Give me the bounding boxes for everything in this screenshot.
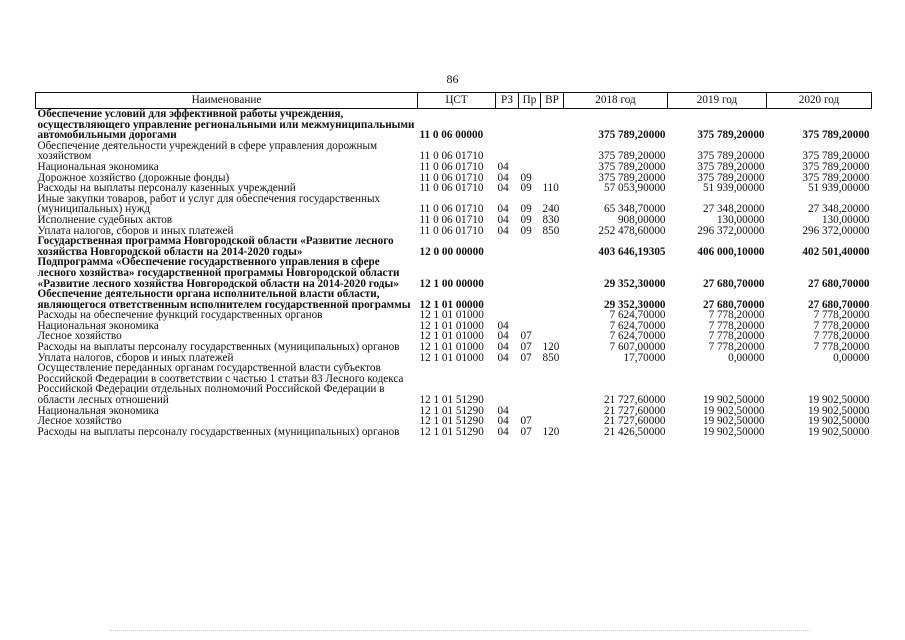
cell-y2019: 406 000,10000 — [697, 245, 765, 258]
cell-name: Обеспечение условий для эффективной работы учреждения, осуществляющего управление региональными или межмуниципальными автомобильными дорогами — [37, 108, 415, 141]
cell-name: Расходы на выплаты персоналу государственных (муниципальных) органов — [37, 426, 400, 438]
cell-vr: 240 — [542, 203, 560, 215]
cell-pr: 07 — [520, 426, 532, 438]
cell-y2019: 375 789,20000 — [697, 129, 765, 141]
cell-y2020: 7 778,20000 — [813, 320, 870, 332]
cell-name: Дорожное хозяйство (дорожные фонды) — [37, 172, 230, 184]
cell-cst: 12 1 01 01000 — [419, 331, 484, 343]
cell-pr: 09 — [520, 203, 532, 215]
cell-y2018: 21 727,60000 — [603, 405, 666, 417]
cell-rz: 04 — [497, 183, 509, 194]
cell-y2019: 7 778,20000 — [708, 310, 765, 321]
cell-pr — [519, 321, 541, 332]
cell-rz — [496, 289, 519, 310]
scan-noise — [110, 630, 810, 634]
cell-rz: 04 — [497, 214, 509, 226]
cell-vr — [541, 173, 564, 184]
cell-y2019: 27 680,70000 — [702, 277, 765, 290]
cell-y2019: 130,00000 — [716, 214, 765, 226]
cell-rz — [496, 363, 519, 405]
cell-name: Лесное хозяйство — [37, 416, 122, 427]
table-row — [36, 406, 872, 417]
cell-cst: 12 1 01 51290 — [419, 405, 484, 417]
cell-y2018: 403 646,19305 — [598, 245, 666, 258]
cell-vr: 850 — [542, 352, 560, 364]
cell-y2019: 375 789,20000 — [697, 150, 765, 162]
cell-y2018: 17,70000 — [623, 352, 666, 364]
cell-y2019: 27 348,20000 — [702, 203, 765, 215]
cell-cst: 11 0 06 01710 — [419, 225, 484, 237]
cell-rz — [496, 236, 519, 257]
cell-vr: 120 — [542, 426, 560, 438]
header-2020: 2020 год — [767, 93, 872, 109]
cell-rz: 04 — [497, 426, 509, 438]
header-cst: ЦСТ — [418, 93, 496, 109]
cell-pr — [519, 406, 541, 417]
table-row — [36, 141, 872, 162]
cell-pr: 07 — [520, 352, 532, 364]
cell-cst: 11 0 06 01710 — [419, 172, 484, 184]
cell-y2019: 27 680,70000 — [702, 298, 765, 311]
table-row — [36, 427, 872, 438]
cell-vr — [541, 236, 564, 257]
cell-pr: 09 — [520, 172, 532, 184]
budget-table — [35, 92, 872, 437]
cell-y2018: 29 352,30000 — [603, 277, 666, 290]
cell-pr — [519, 236, 541, 257]
cell-name: Уплата налогов, сборов и иных платежей — [37, 225, 234, 237]
table-row — [36, 342, 872, 353]
cell-name: Уплата налогов, сборов и иных платежей — [37, 352, 234, 364]
table-header-row — [36, 93, 872, 109]
cell-rz: 04 — [497, 342, 509, 353]
cell-cst: 12 1 01 01000 — [419, 352, 484, 364]
cell-pr — [519, 310, 541, 321]
cell-y2020: 0,00000 — [833, 352, 870, 364]
cell-pr: 09 — [520, 183, 532, 194]
cell-cst: 12 0 00 00000 — [419, 245, 484, 258]
cell-cst: 11 0 06 00000 — [419, 129, 484, 141]
cell-y2020: 27 680,70000 — [807, 298, 870, 311]
cell-cst: 12 1 01 01000 — [419, 310, 484, 321]
cell-y2019: 7 778,20000 — [708, 331, 765, 343]
cell-y2020: 19 902,50000 — [807, 416, 870, 427]
cell-rz: 04 — [497, 320, 509, 332]
cell-y2020: 19 902,50000 — [807, 394, 870, 406]
cell-y2020: 375 789,20000 — [802, 172, 870, 184]
table-row — [36, 215, 872, 226]
cell-y2018: 57 053,90000 — [603, 183, 666, 194]
cell-vr — [541, 321, 564, 332]
cell-y2018: 29 352,30000 — [603, 298, 666, 311]
cell-vr — [541, 331, 564, 342]
header-2019: 2019 год — [668, 93, 767, 109]
cell-name: Подпрограмма «Обеспечение государственного управления в сфере лесного хозяйства» государственной программы Новгородской области «Развитие лесного хозяйства Новгородской области на 2014-2020 годы» — [37, 257, 400, 290]
cell-cst: 11 0 06 01710 — [419, 183, 484, 194]
table-row — [36, 236, 872, 257]
table-row — [36, 183, 872, 194]
cell-rz: 04 — [497, 352, 509, 364]
cell-y2018: 7 624,70000 — [609, 331, 666, 343]
cell-cst: 11 0 06 01710 — [419, 161, 484, 173]
cell-rz — [496, 257, 519, 289]
table-row — [36, 363, 872, 405]
cell-name: Исполнение судебных актов — [37, 214, 173, 226]
cell-pr — [519, 257, 541, 289]
table-row — [36, 321, 872, 332]
cell-pr: 09 — [520, 214, 532, 226]
cell-y2018: 375 789,20000 — [598, 129, 666, 141]
cell-y2020: 7 778,20000 — [813, 342, 870, 353]
cell-y2018: 21 727,60000 — [603, 416, 666, 427]
table-row — [36, 310, 872, 321]
cell-name: Национальная экономика — [37, 320, 159, 332]
table-row — [36, 257, 872, 289]
cell-y2018: 375 789,20000 — [598, 172, 666, 184]
cell-vr — [541, 416, 564, 427]
cell-rz — [496, 141, 519, 162]
page-number: 86 — [446, 72, 459, 86]
cell-pr: 07 — [520, 331, 532, 343]
cell-name: Осуществление переданных органам государственной власти субъектов Российской Федерации в соответствии с частью 1 статьи 83 Лесного кодекса Российской Федерации отдельных полномочий Российской Федерации в области лесных отношений — [37, 363, 404, 406]
header-vr: ВР — [541, 93, 564, 109]
cell-pr — [519, 289, 541, 310]
cell-pr — [519, 109, 541, 141]
cell-y2019: 375 789,20000 — [697, 172, 765, 184]
cell-rz — [496, 310, 519, 321]
cell-pr — [519, 141, 541, 162]
cell-vr: 850 — [542, 225, 560, 237]
cell-cst: 12 1 01 00000 — [419, 298, 484, 311]
cell-rz: 04 — [497, 331, 509, 343]
cell-cst: 12 1 01 51290 — [419, 426, 484, 438]
cell-vr: 830 — [542, 214, 560, 226]
cell-name: Расходы на выплаты персоналу государственных (муниципальных) органов — [37, 342, 400, 353]
cell-y2018: 375 789,20000 — [598, 161, 666, 173]
cell-rz: 04 — [497, 405, 509, 417]
cell-name: Национальная экономика — [37, 161, 159, 173]
header-2018: 2018 год — [564, 93, 668, 109]
cell-y2019: 19 902,50000 — [702, 426, 765, 438]
cell-y2018: 7 607,00000 — [609, 342, 666, 353]
cell-y2018: 21 426,50000 — [603, 426, 666, 438]
table-row — [36, 109, 872, 141]
header-name: Наименование — [36, 93, 418, 109]
table-row — [36, 226, 872, 237]
table-row — [36, 162, 872, 173]
header-pr: Пр — [519, 93, 541, 109]
table-row — [36, 194, 872, 215]
cell-y2019: 51 939,00000 — [702, 183, 765, 194]
cell-y2020: 296 372,00000 — [802, 225, 870, 237]
cell-cst: 12 1 00 00000 — [419, 277, 484, 290]
cell-vr — [541, 109, 564, 141]
table-row — [36, 353, 872, 364]
cell-name: Обеспечение деятельности учреждений в сфере управления дорожным хозяйством — [37, 140, 378, 162]
cell-y2020: 27 680,70000 — [807, 277, 870, 290]
cell-y2018: 7 624,70000 — [609, 320, 666, 332]
cell-y2020: 7 778,20000 — [813, 310, 870, 321]
cell-name: Национальная экономика — [37, 405, 159, 417]
cell-cst: 12 1 01 01000 — [419, 320, 484, 332]
cell-pr: 09 — [520, 225, 532, 237]
cell-y2020: 402 501,40000 — [802, 245, 870, 258]
cell-name: Обеспечение деятельности органа исполнительной власти области, являющегося ответственным исполнителем государственной программы — [37, 289, 411, 311]
cell-y2018: 908,00000 — [617, 214, 666, 226]
cell-vr — [541, 289, 564, 310]
cell-y2019: 7 778,20000 — [708, 320, 765, 332]
table-row — [36, 416, 872, 427]
cell-cst: 12 1 01 01000 — [419, 342, 484, 353]
cell-pr: 07 — [520, 416, 532, 427]
cell-name: Расходы на обеспечение функций государственных органов — [37, 310, 323, 321]
cell-vr: 120 — [542, 342, 560, 353]
cell-rz: 04 — [497, 416, 509, 427]
cell-rz: 04 — [497, 172, 509, 184]
header-rz: РЗ — [496, 93, 519, 109]
cell-y2020: 19 902,50000 — [807, 426, 870, 438]
table-row — [36, 173, 872, 184]
cell-rz: 04 — [497, 225, 509, 237]
cell-y2018: 7 624,70000 — [609, 310, 666, 321]
cell-y2018: 375 789,20000 — [598, 150, 666, 162]
cell-vr — [541, 257, 564, 289]
cell-cst: 11 0 06 01710 — [419, 214, 484, 226]
cell-y2018: 21 727,60000 — [603, 394, 666, 406]
cell-pr — [519, 363, 541, 405]
cell-cst: 12 1 01 51290 — [419, 394, 484, 406]
cell-y2019: 19 902,50000 — [702, 394, 765, 406]
cell-cst: 12 1 01 51290 — [419, 416, 484, 427]
cell-name: Расходы на выплаты персоналу казенных учреждений — [37, 183, 296, 194]
cell-vr — [541, 162, 564, 173]
cell-vr: 110 — [542, 183, 559, 194]
cell-y2020: 19 902,50000 — [807, 405, 870, 417]
cell-y2019: 7 778,20000 — [708, 342, 765, 353]
cell-rz: 04 — [497, 203, 509, 215]
cell-rz — [496, 109, 519, 141]
cell-y2020: 375 789,20000 — [802, 150, 870, 162]
table-row — [36, 331, 872, 342]
cell-y2018: 252 478,60000 — [598, 225, 666, 237]
cell-vr — [541, 406, 564, 417]
cell-cst: 11 0 06 01710 — [419, 150, 484, 162]
cell-y2020: 130,00000 — [821, 214, 870, 226]
cell-y2020: 375 789,20000 — [802, 161, 870, 173]
cell-y2020: 51 939,00000 — [807, 183, 870, 194]
cell-y2019: 19 902,50000 — [702, 405, 765, 417]
cell-y2019: 0,00000 — [728, 352, 765, 364]
cell-rz: 04 — [497, 161, 509, 173]
cell-y2019: 375 789,20000 — [697, 161, 765, 173]
cell-y2019: 296 372,00000 — [697, 225, 765, 237]
cell-y2019: 19 902,50000 — [702, 416, 765, 427]
cell-vr — [541, 363, 564, 405]
cell-y2020: 7 778,20000 — [813, 331, 870, 343]
cell-name: Государственная программа Новгородской области «Развитие лесного хозяйства Новгородской области на 2014-2020 годы» — [37, 236, 394, 258]
cell-pr: 07 — [520, 342, 532, 353]
cell-cst: 11 0 06 01710 — [419, 203, 484, 215]
cell-y2020: 375 789,20000 — [802, 129, 870, 141]
cell-vr — [541, 310, 564, 321]
table-row — [36, 289, 872, 310]
cell-y2018: 65 348,70000 — [603, 203, 666, 215]
cell-vr — [541, 141, 564, 162]
cell-pr — [519, 162, 541, 173]
cell-name: Лесное хозяйство — [37, 331, 122, 343]
cell-name: Иные закупки товаров, работ и услуг для обеспечения государственных (муниципальных) нужд — [37, 193, 381, 215]
cell-y2020: 27 348,20000 — [807, 203, 870, 215]
table-body — [36, 109, 872, 438]
